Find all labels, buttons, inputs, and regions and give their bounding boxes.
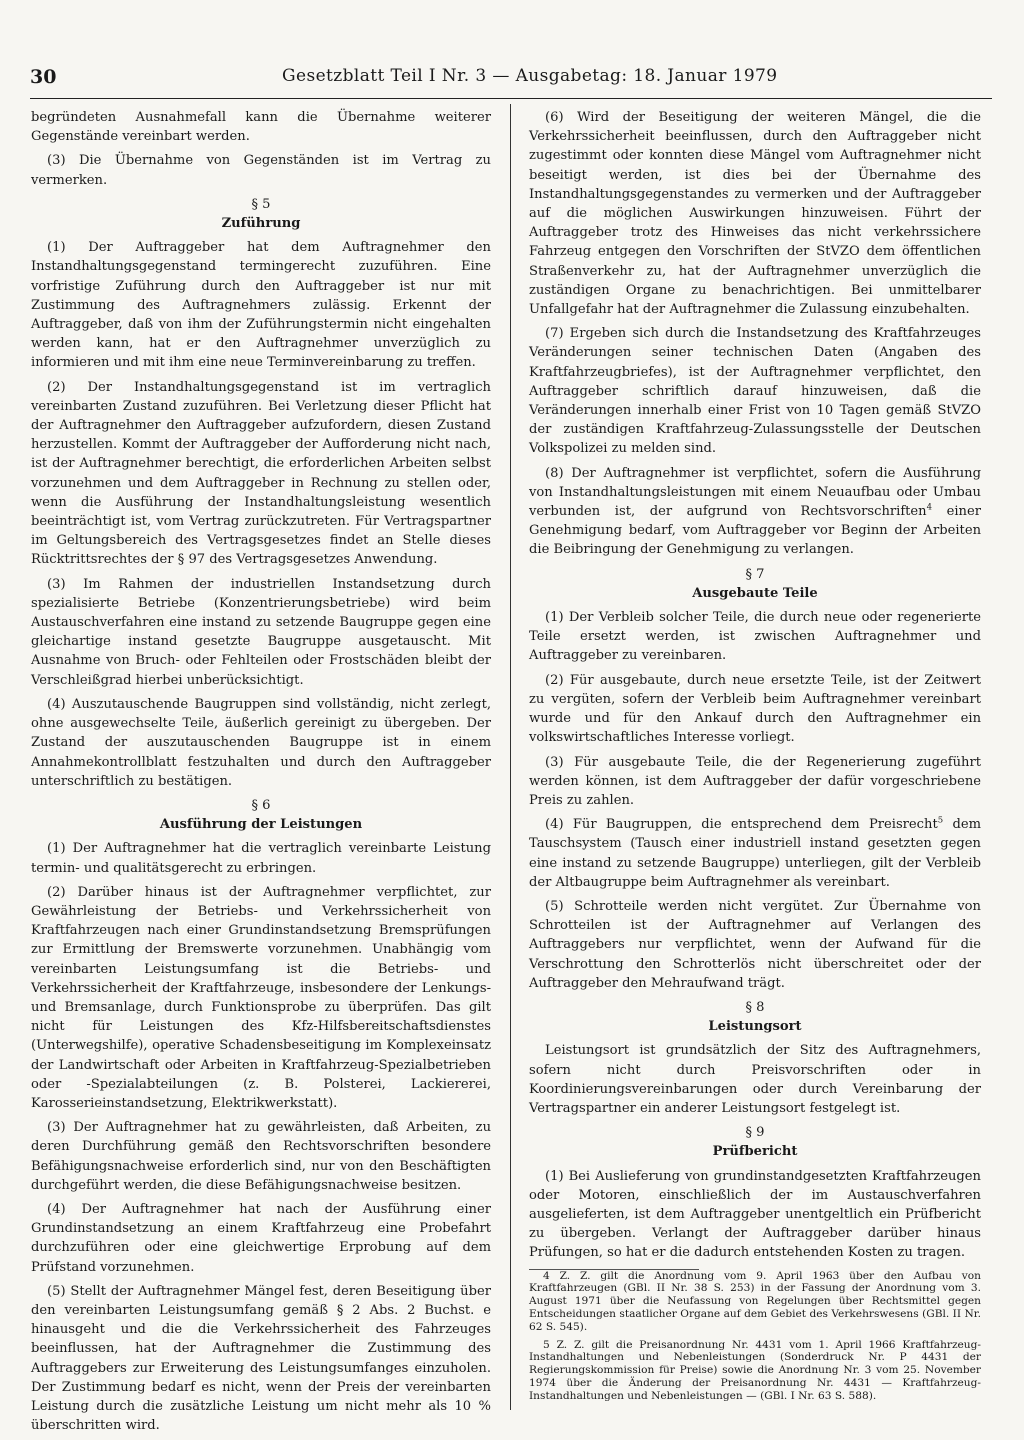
running-head: Gesetzblatt Teil I Nr. 3 — Ausgabetag: 18. Januar 1979 [282, 66, 778, 86]
paragraph: Leistungsort ist grundsätzlich der Sitz des Auftragnehmers, sofern nicht durch Preisvorschriften oder in Koordinierungsvereinbarungen oder durch Vereinbarung der Vertragspartner ein anderer Leistungsort festgelegt ist. [529, 1043, 981, 1116]
section-number: § 8 [745, 999, 765, 1015]
paragraph: (1) Der Auftraggeber hat dem Auftragnehmer den Instandhaltungsgegenstand termingerecht zuzuführen. Eine vorfristige Zuführung durch den Auftraggeber ist nur mit Zustimmung des Auftragnehmers zulässig. Erkennt der Auftraggeber, daß von ihm der Zuführungstermin nicht eingehalten werden kann, hat er den Auftragnehmer unverzüglich zu informieren und mit ihm eine neue Terminvereinbarung zu treffen. [31, 240, 491, 371]
section-title: Ausführung der Leistungen [159, 817, 363, 833]
section-number: § 6 [251, 797, 271, 813]
page-number: 30 [30, 66, 57, 88]
footnote-ref: 4 [926, 502, 933, 513]
paragraph: (1) Der Verbleib solcher Teile, die durch neue oder regenerierte Teile ersetzt werden, ist zwischen Auftragnehmer und Auftraggeber zu vereinbaren. [529, 610, 981, 664]
paragraph: (4) Der Auftragnehmer hat nach der Ausführung einer Grundinstandsetzung an einem Kraftfahrzeug eine Probefahrt durchzuführen oder eine gleichwertige Erprobung auf dem Prüfstand vorzunehmen. [31, 1201, 491, 1275]
section-number: § 7 [745, 566, 765, 582]
paragraph: (2) Der Instandhaltungsgegenstand ist im vertraglich vereinbarten Zustand zuzuführen. Bei Verletzung dieser Pflicht hat der Auftragnehmer den Auftraggeber aufzufordern, diesen Zustand herzustellen. Kommt der Auftraggeber der Aufforderung nicht nach, ist der Auftragnehmer berechtigt, die erforderlichen Arbeiten selbst vorzunehmen und dem Auftraggeber in Rechnung zu stellen oder, wenn die Ausführung der Instandhaltungsleistung wesentlich beeinträchtigt ist, vom Vertrag zurückzutreten. Für Vertragspartner im Geltungsbereich des Vertragsgesetzes findet an Stelle dieses Rücktrittsrechtes der § 97 des Vertragsgesetzes Anwendung. [31, 379, 491, 568]
paragraph: (4) Auszutauschende Baugruppen sind vollständig, nicht zerlegt, ohne ausgewechselte Teile, äußerlich gereinigt zu übergeben. Der Zustand der auszutauschenden Baugruppe ist in einem Annahmekontrollblatt festzuhalten und durch den Auftraggeber unterschriftlich zu bestätigen. [31, 696, 491, 789]
paragraph: (3) Für ausgebaute Teile, die der Regenerierung zugeführt werden können, ist dem Auftraggeber der dafür vorgeschriebene Preis zu zahlen. [529, 754, 981, 808]
paragraph-text: (8) Der Auftragnehmer ist verpflichtet, sofern die Ausführung von Instandhaltungsleistungen mit einem Neuaufbau oder Umbau verbunden ist, der aufgrund von Rechtsvorschriften [529, 465, 981, 520]
paragraph [529, 815, 981, 892]
paragraph: (3) Der Auftragnehmer hat zu gewährleisten, daß Arbeiten, zu deren Durchführung gemäß den Rechtsvorschriften besondere Befähigungsnachweise erforderlich sind, nur von den Beschäftigten durchgeführt werden, die diese Befähigungsnachweise besitzen. [31, 1120, 491, 1193]
paragraph-text: (4) Für Baugruppen, die entsprechend dem Preisrecht [545, 817, 938, 833]
paragraph: (2) Für ausgebaute, durch neue ersetzte Teile, ist der Zeitwert zu vergüten, sofern der Verbleib beim Auftragnehmer vereinbart wurde und für den Ankauf durch den Auftragnehmer ein volkswirtschaftliches Interesse vorliegt. [529, 672, 981, 746]
section-number: § 5 [251, 196, 271, 212]
section-title: Leistungsort [708, 1019, 802, 1035]
section-title: Ausgebaute Teile [692, 585, 818, 601]
paragraph: (6) Wird der Beseitigung der weiteren Mängel, die die Verkehrssicherheit beeinflussen, durch den Auftraggeber nicht zugestimmt oder konnten diese Mängel vom Auftragnehmer nicht beseitigt werden, ist dies bei der Übernahme des Instandhaltungsgegenstandes zu vermerken und der Auftraggeber auf die möglichen Auswirkungen hinzuweisen. Führt der Auftraggeber trotz des Hinweises das nicht verkehrssichere Fahrzeug entgegen den Vorschriften der StVZO dem öffentlichen Straßenverkehr zu, hat der Auftragnehmer unverzüglich die zuständigen Organe zu benachrichtigen. Bei unmittelbarer Unfallgefahr hat der Auftragnehmer die Zulassung einzubehalten. [529, 110, 981, 318]
footnote: 4 Z. Z. gilt die Anordnung vom 9. April 1963 über den Aufbau von Kraftfahrzeugen (GBl. II Nr. 38 S. 253) in der Fassung der Anordnung vom 3. August 1971 über die Neufassung von Regelungen über Rechtsmittel gegen Entscheidungen staatlicher Organe auf dem Gebiet des Verkehrswesens (GBl. II Nr. 62 S. 545). [529, 1269, 981, 1333]
paragraph: (7) Ergeben sich durch die Instandsetzung des Kraftfahrzeuges Veränderungen seiner technischen Daten (Angaben des Kraftfahrzeugbriefes), ist der Auftragnehmer verpflichtet, den Auftraggeber schriftlich darauf hinzuweisen, daß die Veränderungen innerhalb einer Frist von 10 Tagen gemäß StVZO der zuständigen Kraftfahrzeug-Zulassungsstelle der Deutschen Volkspolizei zu melden sind. [529, 326, 981, 457]
left-column [31, 108, 491, 1440]
paragraph: (2) Darüber hinaus ist der Auftragnehmer verpflichtet, zur Gewährleistung der Betriebs- und Verkehrssicherheit von Kraftfahrzeugen nach einer Grundinstandsetzung Bremsprüfungen zur Ermittlung der Bremswerte vorzunehmen. Unabhängig vom vereinbarten Leistungsumfang ist die Betriebs- und Verkehrssicherheit der Kraftfahrzeuge, insbesondere der Lenkungs- und Bremsanlage, durch Funktionsprobe zu überprüfen. Das gilt nicht für Leistungen des Kfz-Hilfsbereitschaftsdienstes (Unterwegshilfe), operative Schadensbeseitigung im Komplexeinsatz der Landwirtschaft oder Arbeiten in Kraftfahrzeug-Spezialbetrieben oder -Spezialabteilungen (z. B. Polsterei, Lackiererei, Karosserieinstandsetzung, Elektrikwerkstatt). [31, 884, 491, 1111]
paragraph: begründeten Ausnahmefall kann die Übernahme weiterer Gegenstände vereinbart werden. [31, 110, 491, 145]
right-column [529, 108, 981, 1408]
paragraph [529, 464, 981, 560]
paragraph-text: einer Genehmigung bedarf, vom Auftraggeber vor Beginn der Arbeiten die Beibringung der Genehmigung zu verlangen. [529, 504, 981, 558]
section-title: Prüfbericht [712, 1144, 798, 1160]
page-header [30, 66, 990, 94]
paragraph: (5) Schrotteile werden nicht vergütet. Zur Übernahme von Schrotteilen ist der Auftragnehmer auf Verlangen des Auftraggebers nur verpflichtet, wenn der Aufwand für die Verschrottung den Schrotterlös nicht überschreitet oder der Auftraggeber den Mehraufwand trägt. [529, 898, 981, 991]
paragraph: (1) Der Auftragnehmer hat die vertraglich vereinbarte Leistung termin- und qualitätsgerecht zu erbringen. [31, 841, 491, 876]
paragraph: (1) Bei Auslieferung von grundinstandgesetzten Kraftfahrzeugen oder Motoren, einschließlich der im Austauschverfahren ausgelieferten, ist dem Auftraggeber unentgeltlich ein Prüfbericht zu übergeben. Verlangt der Auftraggeber darüber hinaus Prüfungen, so hat er die dadurch entstehenden Kosten zu tragen. [529, 1168, 981, 1261]
paragraph: (3) Im Rahmen der industriellen Instandsetzung durch spezialisierte Betriebe (Konzentrierungsbetriebe) wird beim Austauschverfahren eine instand zu setzende Baugruppe gegen eine gleichartige instand gesetzte Baugruppe ausgetauscht. Mit Ausnahme von Bruch- oder Fehlteilen oder Frostschäden bleibt der Verschleißgrad hierbei unberücksichtigt. [31, 576, 491, 688]
paragraph-text: dem Tauschsystem (Tausch einer industriell instand gesetzten gegen eine instand zu setzende Baugruppe) unterliegen, gilt der Verbleib der Altbaugruppe beim Auftragnehmer als vereinbart. [529, 817, 981, 890]
footnote-ref: 5 [937, 815, 944, 826]
paragraph: (3) Die Übernahme von Gegenständen ist im Vertrag zu vermerken. [31, 153, 491, 188]
paragraph: (5) Stellt der Auftragnehmer Mängel fest, deren Beseitigung über den vereinbarten Leistungsumfang gemäß § 2 Abs. 2 Buchst. e hinausgeht und die die Verkehrssicherheit des Fahrzeuges beeinflussen, hat der Auftragnehmer die Zustimmung des Auftraggebers zur Erweiterung des Leistungsumfanges einzuholen. Der Zustimmung bedarf es nicht, wenn der Preis der vereinbarten Leistung durch die zusätzliche Leistung um nicht mehr als 10 % überschritten wird. [31, 1283, 491, 1434]
column-divider [510, 104, 511, 1410]
section-title: Zuführung [221, 216, 301, 232]
header-rule [30, 98, 992, 99]
footnote: 5 Z. Z. gilt die Preisanordnung Nr. 4431 vom 1. April 1966 Kraftfahrzeug-Instandhaltungen und Nebenleistungen (Sonderdruck Nr. P 4431 der Regierungskommission für Preise) sowie die Anordnung Nr. 3 vom 25. November 1974 über die Änderung der Preisanordnung Nr. 4431 — Kraftfahrzeug-Instandhaltungen und Nebenleistungen — (GBl. I Nr. 63 S. 588). [529, 1338, 981, 1402]
section-number: § 9 [745, 1125, 765, 1141]
